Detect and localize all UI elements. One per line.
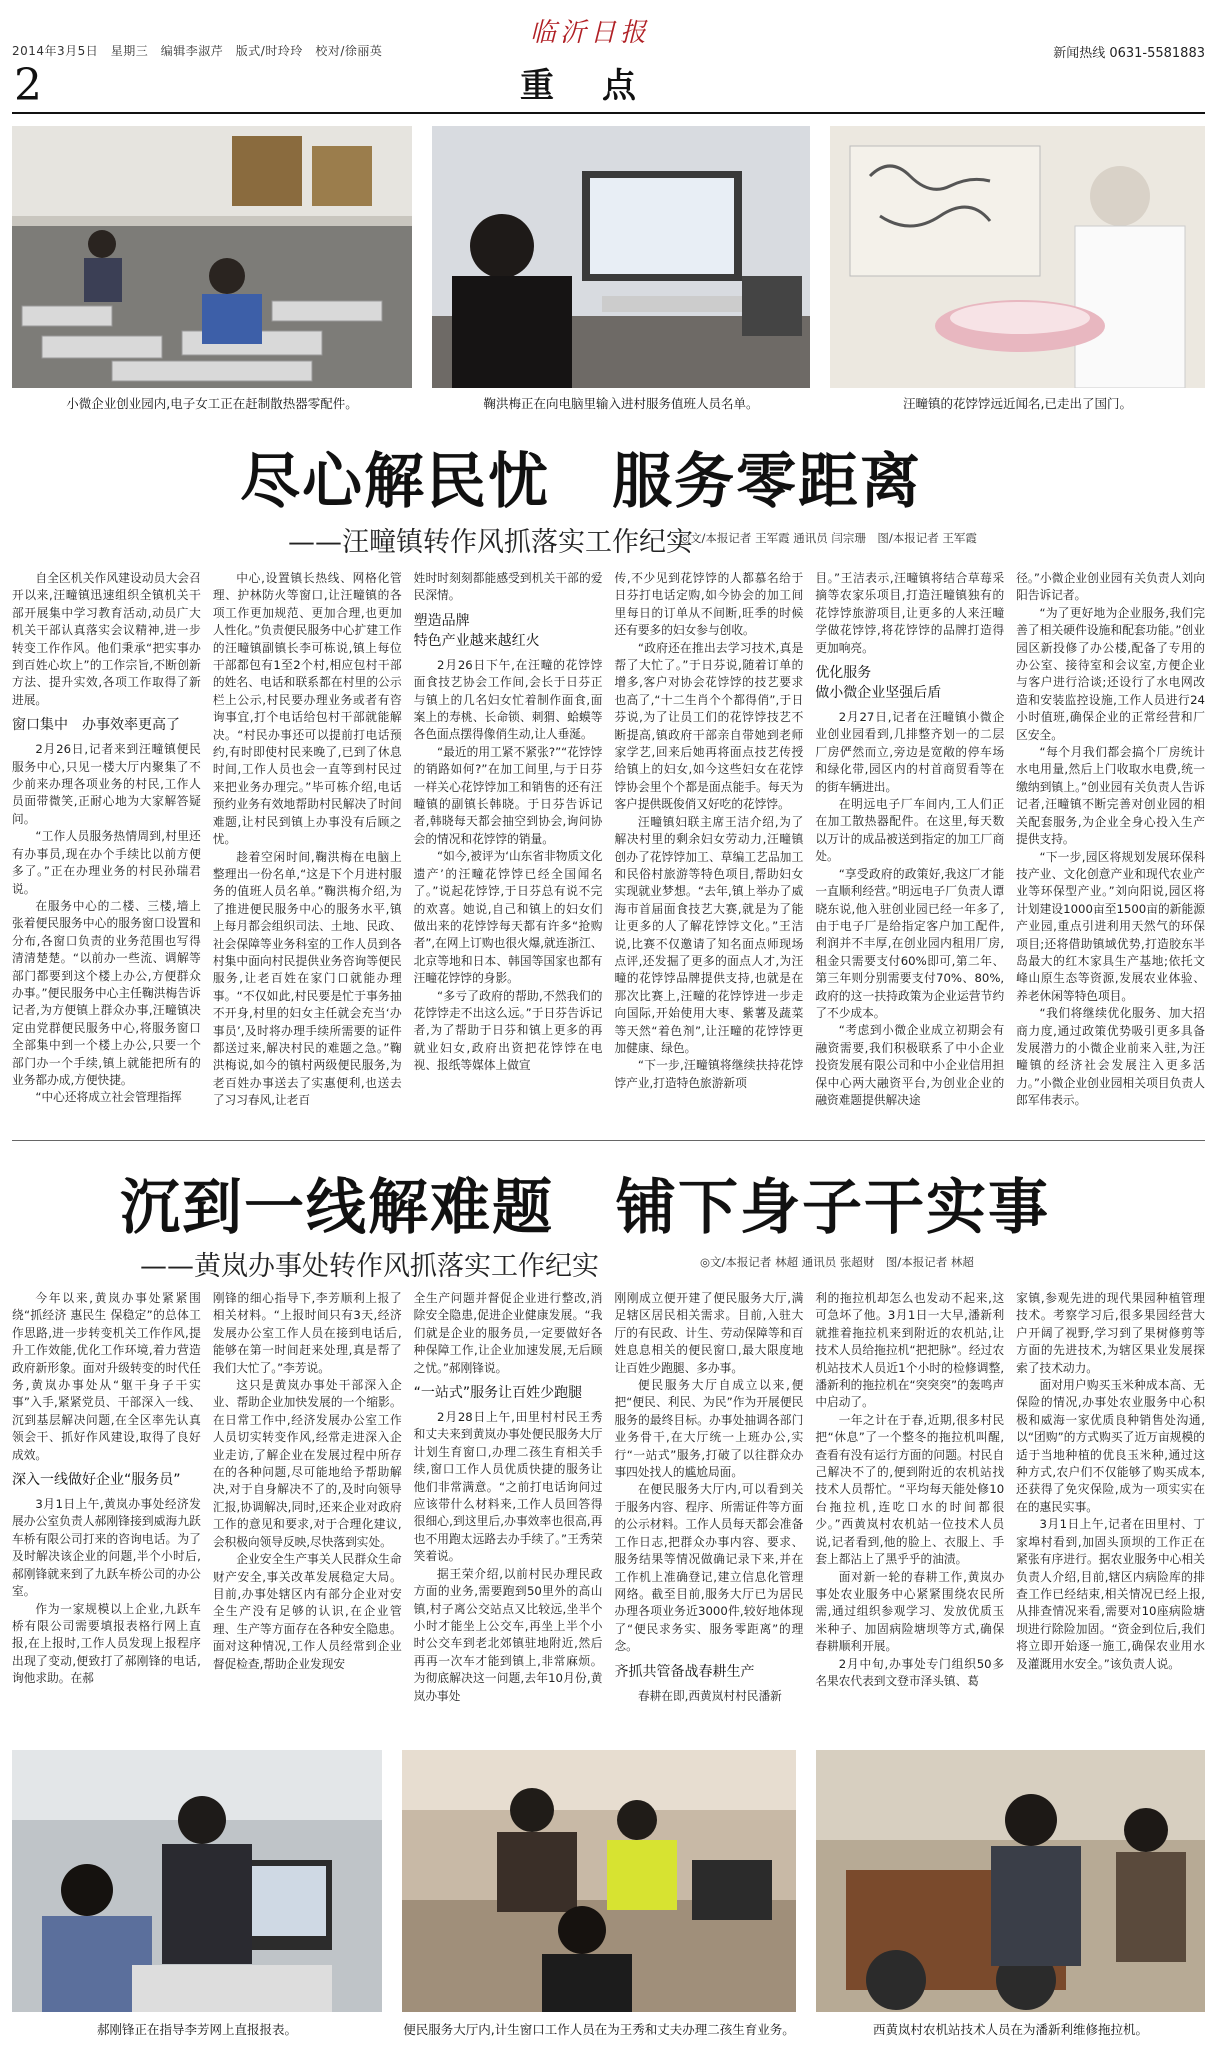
article2-column-4 (614, 1290, 803, 1730)
paragraph: “如今,被评为‘山东省非物质文化遗产’的汪疃花饽饽已经全国闻名了。”说起花饽饽,于日芬总有说不完的欢喜。她说,自己和镇上的妇女们做出来的花饽饽每天都有许多“抢购者”,在网上订购也很火爆,就连浙江、北京等地和日本、韩国等国家也都有汪疃花饽饽的身影。 (413, 849, 603, 986)
photo-caption-tractor-repair: 西黄岚村农机站技术人员在为潘新利维修拖拉机。 (872, 2022, 1148, 2037)
paragraph: 全生产问题并督促企业进行整改,消除安全隐患,促进企业健康发展。“我们就是企业的服务员,一定要做好各种保障工作,让企业加速发展,无后顾之忧。”郝刚锋说。 (413, 1291, 603, 1375)
paragraph: 在服务中心的二楼、三楼,墙上张着便民服务中心的服务窗口设置和分布,各窗口负责的业务范围也写得清清楚楚。“以前办一些流、调解等部门都要到这个楼上办公,方便群众办事。”便民服务中心主任鞠洪梅告诉记者,为方便镇上群众办事,汪疃镇决定由党群便民服务中心,将服务窗口全部集中到一个楼上办公,只要一个部门办一个手续,镇上就能把所有的业务都办成,方便快捷。 (12, 898, 201, 1087)
paragraph: “最近的用工紧不紧张?”“花饽饽的销路如何?”在加工间里,与于日芬一样关心花饽饽加工和销售的还有汪疃镇的副镇长韩晓。于日芬告诉记者,韩晓每天都会抽空到协会,询问协会的情况和花饽饽的销量。 (413, 744, 603, 846)
section-heading: 塑造品牌 特色产业越来越红火 (413, 612, 540, 649)
paragraph: “多亏了政府的帮助,不然我们的花饽饽走不出这么远。”于日芬告诉记者,为了帮助于日芬和镇上更多的再就业妇女,政府出资把花饽饽在电视、报纸等媒体上做宣 (413, 988, 603, 1073)
article1-column-4 (614, 570, 803, 1130)
paragraph: 便民服务大厅自成立以来,便把“便民、利民、为民”作为开展便民服务的最终目标。办事处抽调各部门业务骨干,在大厅统一上班办公,实行“一站式”服务,打破了以往群众办事四处找人的尴尬局面。 (614, 1378, 804, 1480)
paragraph: “下一步,园区将规划发展环保科技产业、文化创意产业和现代农业产业等环保型产业。”刘向阳说,园区将计划建设1000亩至1500亩的新能源产业园,重点引进利用天然气的环保项目;还将借助镇域优势,打造胶东半岛最大的红木家具生产基地;依托文峰山原生态等资源,发展农业体验、养老休闲等特色项目。 (1016, 849, 1205, 1003)
paragraph: 自全区机关作风建设动员大会召开以来,汪疃镇迅速组织全镇机关干部开展集中学习教育活动,动员广大机关干部认真落实会议精神,进一步转变工作作风。他们秉承“把实事办到百姓心坎上”的工作宗旨,不断创新方法、提升实效,各项工作取得了新进展。 (12, 571, 201, 707)
photo-caption-online-report: 郝刚锋正在指导李芳网上直报报表。 (96, 2022, 297, 2037)
article1-body (12, 570, 1205, 1130)
paragraph: 径。”小微企业创业园有关负责人刘向阳告诉记者。 (1016, 571, 1205, 603)
paragraph: 2月28日上午,田里村村民王秀和丈夫来到黄岚办事处便民服务大厅计划生育窗口,办理二孩生育相关手续,窗口工作人员优质快捷的服务让他们非常满意。“之前打电话询问过应该带什么材料来,工作人员回答得很细心,到这里后,办事效率也很高,再也不用跑太远路去办手续了。”王秀荣笑着说。 (413, 1410, 603, 1564)
paragraph: 在便民服务大厅内,可以看到关于服务内容、程序、所需证件等方面的公示材料。工作人员每天都会准备工作日志,把群众办事内容、要求、服务结果等情况做确记录下来,并在工作机上准确登记,建立信息化管理网络。截至目前,服务大厅已为居民办理各项业务近3000件,较好地体现了“便民求务实、服务零距离”的理念。 (614, 1482, 804, 1654)
photo-caption-buns: 汪疃镇的花饽饽远近闻名,已走出了国门。 (903, 396, 1132, 411)
paragraph: 传,不少见到花饽饽的人都慕名给于日芬打电话定购,如今协会的加工间里每日的订单从不间断,旺季的时候还有要多的妇女参与创收。 (614, 571, 804, 638)
page-number: 2 (14, 60, 42, 111)
article1-byline: ◎文/本报记者 王军霞 通讯员 闫宗珊 图/本报记者 王军霞 (680, 531, 977, 545)
paragraph: 目。”王洁表示,汪疃镇将结合草莓采摘等农家乐项目,打造汪疃镇独有的花饽饽旅游项目,让更多的人来汪疃学做花饽饽,将花饽饽的品牌打造得更加响亮。 (815, 571, 1005, 655)
paragraph: 春耕在即,西黄岚村村民潘新 (637, 1688, 782, 1703)
paragraph: 家镇,参观先进的现代果园种植管理技术。考察学习后,很多果园经营大户开阔了视野,学习到了果树修剪等方面的先进技术,为辖区果业发展探索了技术动力。 (1016, 1291, 1205, 1375)
article1-headline: 尽心解民忧 服务零距离 (240, 447, 922, 517)
article1-column-5 (815, 570, 1004, 1130)
section-heading: “一站式”服务让百姓少跑腿 (413, 1385, 583, 1402)
article-divider (12, 1140, 1205, 1141)
paragraph: “每个月我们都会搞个厂房统计水电用量,然后上门收取水电费,统一缴纳到镇上。”创业园有关负责人告诉记者,汪疃镇不断完善对创业园的相关配套服务,为企业全身心投入生产提供支持。 (1016, 745, 1205, 847)
section-title: 重点 (520, 66, 684, 106)
photo-service-hall (402, 1750, 796, 2012)
paragraph: “工作人员服务热情周到,村里还有办事员,现在办个手续比以前方便多了。”正在办理业务的村民孙瑞君说。 (12, 829, 201, 896)
paragraph: “考虑到小微企业成立初期会有融资需要,我们积极联系了中小企业投资发展有限公司和中小企业信用担保中心两大融资平台,为创业企业的融资难题提供解决途 (815, 1023, 1005, 1107)
paragraph: 3月1日上午,黄岚办事处经济发展办公室负责人郝刚锋接到威海九跃车桥有限公司打来的咨询电话。为了及时解决该企业的问题,半个小时后,郝刚锋就来到了九跃车桥公司的办公室。 (12, 1497, 201, 1599)
paragraph: “政府还在推出去学习技术,真是帮了大忙了。”于日芬说,随着订单的增多,客户对协会花饽饽的技艺要求也高了,“十二生肖个个都得俏”,于日芬说,为了让员工们的花饽饽技艺不断提高,镇政府干部亲自带她到老师家学艺,回来后她再将面点技艺传授给镇上的妇女,如今这些妇女在花饽饽协会里个个都是面点能手。每天为客户提供既俊俏又好吃的花饽饽。 (614, 640, 804, 812)
paragraph: “我们将继续优化服务、加大招商力度,通过政策优势吸引更多具备发展潜力的小微企业前来入驻,为汪疃镇的经济社会发展注入更多活力。”小微企业创业园相关项目负责人郎军伟表示。 (1016, 1006, 1205, 1108)
paragraph: 刚锋的细心指导下,李芳顺利上报了相关材料。“上报时间只有3天,经济发展办公室工作人员在接到电话后,能够在第一时间赶来处理,真是帮了我们大忙了。”李芳说。 (212, 1291, 402, 1375)
article1-column-2 (213, 570, 402, 1130)
paragraph: 2月26日下午,在汪疃的花饽饽面食技艺协会工作间,会长于日芬正与镇上的几名妇女忙着制作面食,面案上的寿桃、长命锁、刺猬、蛤蟆等各色面点摆得像俏生动,让人垂涎。 (413, 657, 603, 742)
paragraph: 刚刚成立便开建了便民服务大厅,满足辖区居民相关需求。目前,入驻大厅的有民政、计生、劳动保障等和百姓息息相关的便民窗口,最大限度地让百姓少跑腿、多办事。 (614, 1291, 804, 1375)
article1-column-3 (414, 570, 603, 1130)
paragraph: 姓时时刻刻都能感受到机关干部的爱民深情。 (413, 571, 603, 603)
paragraph: 利的拖拉机却怎么也发动不起来,这可急坏了他。3月1日一大早,潘新利就推着拖拉机来到附近的农机站,让技术人员给拖拉机“把把脉”。经过农机站技术人员近1个小时的检修调整,潘新利的拖拉机在“突突突”的轰鸣声中启动了。 (815, 1291, 1005, 1410)
paragraph: 2月27日,记者在汪疃镇小微企业创业园看到,几排整齐划一的二层厂房俨然而立,旁边是宽敞的停车场和绿化带,园区内的村首商贸看等在的街车辆进出。 (815, 710, 1005, 794)
paragraph: 2月26日,记者来到汪疃镇便民服务中心,只见一楼大厅内聚集了不少前来办理各项业务的村民,工作人员面带微笑,正耐心地为大家解答疑问。 (12, 742, 201, 826)
paragraph: “中心还将成立社会管理指挥 (35, 1090, 182, 1105)
paragraph: 面对用户购买玉米种成本高、无保险的情况,办事处农业服务中心积极和威海一家优质良种销售处沟通,以“团购”的方式购买了近万亩规模的适于当地种植的优良玉米种,通过这种方式,农户们不仅能够了购买成本,还获得了免灾保险,成为一项实实在在的惠民实事。 (1016, 1378, 1205, 1514)
article2-byline: ◎文/本报记者 林超 通讯员 张超财 图/本报记者 林超 (700, 1255, 974, 1269)
paragraph: 这只是黄岚办事处干部深入企业、帮助企业加快发展的一个缩影。在日常工作中,经济发展办公室工作人员切实转变作风,经常走进深入企业走访,了解企业在发展过程中所存在的各种问题,尽可能地给予帮助解决,对于自身解决不了的,及时向领导汇报,协调解决,同时,还来企业对政府工作的意见和要求,对于合理化建议,会积极向领导反映,尽快落到实处。 (212, 1378, 402, 1549)
article2-subtitle: ——黄岚办事处转作风抓落实工作纪实 (140, 1251, 599, 1282)
photo-caption-service-hall: 便民服务大厅内,计生窗口工作人员在为王秀和丈夫办理二孩生育业务。 (403, 2022, 795, 2037)
article1-column-1 (12, 570, 201, 1130)
article2-column-6 (1016, 1290, 1205, 1730)
section-heading: 齐抓共管备战春耕生产 (614, 1663, 755, 1680)
photo-computer-entry (432, 126, 810, 388)
article2-column-1 (12, 1290, 201, 1730)
article1-column-6 (1016, 570, 1205, 1130)
masthead: 临沂日报 (530, 18, 651, 48)
header-rule (12, 112, 1205, 114)
paragraph: 3月1日上午,记者在田里村、丁家埠村看到,加固头顶坝的工作正在紧张有序进行。据农业服务中心相关负责人介绍,目前,辖区内病险库的排查工作已经结束,相关情况已经上报,从排查情况来看,需要对10座病险塘坝进行除险加固。“资金到位后,我们将立即开始逐一施工,确保农业用水及灌溉用水安全。”该负责人说。 (1016, 1517, 1205, 1671)
article2-body (12, 1290, 1205, 1730)
paragraph: 面对新一轮的春耕工作,黄岚办事处农业服务中心紧紧围绕农民所需,通过组织参观学习、发放优质玉米种子、加固病险塘坝等方式,确保春耕顺利开展。 (815, 1569, 1005, 1654)
paragraph: 汪疃镇妇联主席王洁介绍,为了解决村里的剩余妇女劳动力,汪疃镇创办了花饽饽加工、草编工艺品加工和民俗村旅游等特色项目,帮助妇女实现就业梦想。“去年,镇上举办了威海市首届面食技艺大赛,就是为了能让更多的人了解花饽饽文化。”王洁说,比赛不仅邀请了知名面点师现场点评,还发掘了更多的面点人才,为汪疃的花饽饽品牌提供支持,也就是在那次比赛上,汪疃的花饽饽进一步走向国际,开始使用大枣、紫薯及蔬菜等天然“着色剂”,让汪疃的花饽饽更加健康、绿色。 (614, 814, 804, 1055)
paragraph: 作为一家规模以上企业,九跃车桥有限公司需要填报表格行网上直报,在上报时,工作人员发现上报程序出现了变动,便致打了郝刚锋的电话,询他求助。在郝 (12, 1601, 201, 1686)
paragraph: “享受政府的政策好,我这厂才能一直顺利经营。”明远电子厂负责人谭晓东说,他入驻创业园已经一年多了,由于电子厂是给指定客户加工配件,利润并不丰厚,在创业园内租用厂房,租金只需要支付60%即可,第二年、第三年则分别需要支付70%、80%,政府的这一扶持政策为企业运营节约了不少成本。 (815, 866, 1005, 1020)
photo-online-report (12, 1750, 382, 2012)
paragraph: 2月中旬,办事处专门组织50多名果农代表到文登市泽头镇、葛 (815, 1656, 1005, 1688)
photo-tractor-repair (816, 1750, 1205, 2012)
section-heading: 优化服务 做小微企业坚强后盾 (815, 665, 942, 702)
article2-column-3 (414, 1290, 603, 1730)
section-heading: 深入一线做好企业“服务员” (12, 1472, 181, 1489)
paragraph: 据王荣介绍,以前村民办理民政方面的业务,需要跑到50里外的高山镇,村子离公交站点又比较远,坐半个小时才能坐上公交车,再坐上半个小时公交车到老北郊镇驻地附近,然后再再一次车才能到镇上,非常麻烦。为彻底解决这一问题,去年10月份,黄岚办事处 (413, 1566, 603, 1703)
article1-subtitle: ——汪疃镇转作风抓落实工作纪实 (288, 527, 693, 558)
photo-factory-workers (12, 126, 412, 388)
paragraph: 一年之计在于春,近期,很多村民把“休息”了一个整冬的拖拉机叫醒,查看有没有运行方面的问题。村民自己解决不了的,便到附近的农机站找技术人员帮忙。“平均每天能处修10台拖拉机,连吃口水的时间都很少。”西黄岚村农机站一位技术人员说,记者看到,他的脸上、衣服上、手套上都沾上了黑乎乎的油渍。 (815, 1412, 1005, 1567)
paragraph: “为了更好地为企业服务,我们完善了相关硬件设施和配套功能。”创业园区新投修了办公楼,配备了专用的办公室、接待室和会议室,方便企业与客户进行洽谈;还设行了水电网改造和安装监控设施,工作人员进行24小时值班,确保企业的正常经营和厂区安全。 (1016, 605, 1205, 742)
photo-caption-factory: 小微企业创业园内,电子女工正在赶制散热器零配件。 (66, 396, 358, 411)
paragraph: 企业安全生产事关人民群众生命财产安全,事关改革发展稳定大局。目前,办事处辖区内有部分企业对安全生产没有足够的认识,在企业管理、生产等方面存在各种安全隐患。面对这种情况,工作人员经常到企业督促检查,帮助企业发现安 (212, 1552, 402, 1671)
news-hotline: 新闻热线 0631-5581883 (1053, 46, 1205, 61)
paragraph: 中心,设置镇长热线、网格化管理、护林防火等窗口,让汪疃镇的各项工作更加规范、更加合理,也更加人性化。”负责便民服务中心扩建工作的汪疃镇副镇长李可栋说,镇上每位干部都包有1至2个村,相应包村干部的姓名、电话和联系都在村里的公示栏上公示,村民要办理业务或者有咨询事宜,打个电话给包村干部就能解决。“村民办事还可以提前打电话预约,有时即使村民来晚了,已到了休息时间,工作人员也会一直等到村民过来把业务办理完。”毕可栋介绍,电话预约业务有效地帮助村民解决了时间难题,让村民到镇上办事没有后顾之忧。 (212, 571, 402, 847)
paragraph: “下一步,汪疃镇将继续扶持花饽饽产业,打造特色旅游新项 (614, 1058, 804, 1090)
article2-column-5 (815, 1290, 1004, 1730)
date-line: 2014年3月5日 星期三 编辑李淑芹 版式/时玲玲 校对/徐丽英 (12, 44, 383, 58)
section-heading: 窗口集中 办事效率更高了 (12, 717, 180, 734)
photo-caption-computer: 鞠洪梅正在向电脑里输入进村服务值班人员名单。 (483, 396, 759, 411)
paragraph: 今年以来,黄岚办事处紧紧围绕“抓经济 惠民生 保稳定”的总体工作思路,进一步转变机关工作作风,提升工作效能,优化工作环境,着力营造政府新形象。面对升级转变的时代任务,黄岚办事处从“躯干身子干实事”入手,紧紧党员、干部深入一线、沉到基层解决问题,在全区率先认真领会干、抓好作风建设,取得了良好成效。 (12, 1291, 201, 1462)
paragraph: 在明远电子厂车间内,工人们正在加工散热器配件。在这里,每天数以万计的成品被送到指定的加工厂商处。 (815, 797, 1005, 864)
paragraph: 趁着空闲时间,鞠洪梅在电脑上整理出一份名单,“这是下个月进村服务的值班人员名单。”鞠洪梅介绍,为了推进便民服务中心的服务水平,镇上每月都会组织司法、土地、民政、社会保障等业务科室的工作人员到各村集中面向村民提供业务咨询等便民服务,让老百姓在家门口就能办理事。“不仅如此,村民要是忙于事务抽不开身,村里的妇女主任就会充当‘办事员’,及时将办理手续所需要的证件都送过来,解决村民的难题之急。”鞠洪梅说,如今的镇村两级便民服务,为老百姓办事送去了实惠便利,也送去了习习春风,让老百 (212, 849, 402, 1108)
article2-column-2 (213, 1290, 402, 1730)
article2-headline: 沉到一线解难题 铺下身子干实事 (120, 1173, 1050, 1243)
photo-flower-buns (830, 126, 1205, 388)
